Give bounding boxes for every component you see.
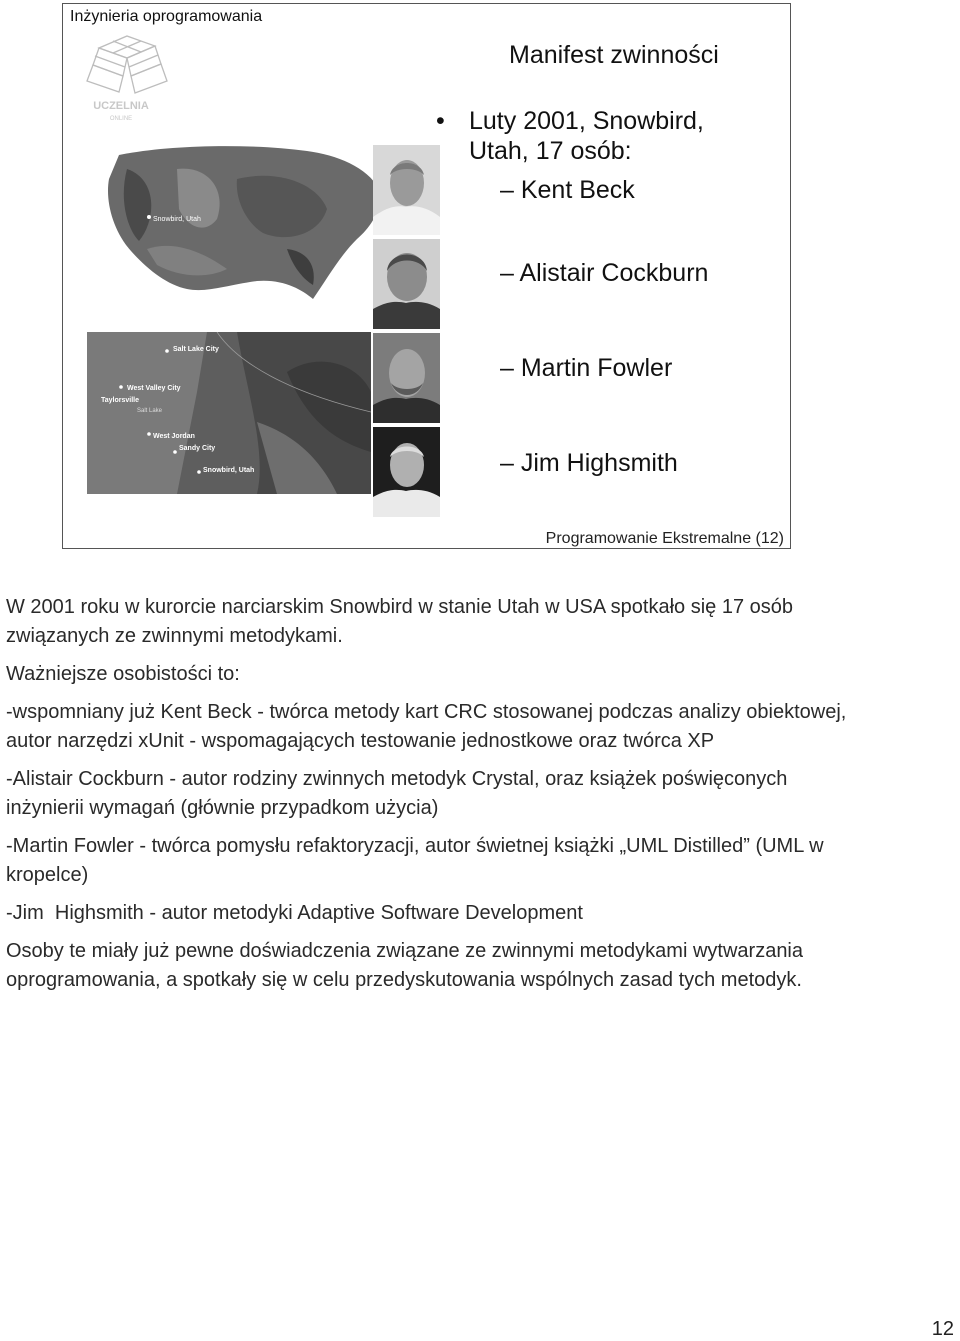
usa-satellite-map [87,139,387,304]
photo-alistair-cockburn [373,239,440,329]
course-label: Inżynieria oprogramowania [70,8,263,25]
notes-intro: W 2001 roku w kurorcie narciarskim Snowbird w stanie Utah w USA spotkało się 17 osób związanych ze zwinnymi metodykami. [6,596,794,647]
notes-kent-beck: -wspomniany już Kent Beck - twórca metody kart CRC stosowanej podczas analizy obiektowej, autor narzędzi xUnit - wspomagających testowanie jednostkowe oraz twórca XP [6,701,847,752]
notes-alistair-cockburn: -Alistair Cockburn - autor rodziny zwinnych metodyk Crystal, oraz książek poświęconych inżynierii wymagań (głównie przypadkom użycia) [6,768,788,819]
lecture-notes [6,593,856,995]
slc-label-taylorsville: Taylorsville [101,397,140,404]
photo-kent-beck [373,145,440,235]
uczelnia-online-logo [77,32,177,127]
person-alistair-cockburn: – Alistair Cockburn [500,259,709,287]
slc-label-west-valley: West Valley City [127,385,181,392]
notes-heading: Ważniejsze osobistości to: [6,663,240,685]
usa-map-label: Snowbird, Utah [153,216,201,223]
slc-label-sandy-city: Sandy City [179,445,216,452]
photo-jim-highsmith [373,427,440,517]
notes-martin-fowler: -Martin Fowler - twórca pomysłu refaktoryzacji, autor świetnej książki „UML Distilled” (UML w kropelce) [6,835,824,886]
slc-label-west-jordan: West Jordan [153,433,195,440]
page-number: 12 [931,1318,954,1340]
person-kent-beck: – Kent Beck [500,176,635,204]
bullet-dot: • [436,107,445,135]
slc-label-snowbird: Snowbird, Utah [203,467,255,474]
photo-martin-fowler [373,333,440,423]
bullet-text: Luty 2001, Snowbird, Utah, 17 osób: [469,107,704,165]
person-jim-highsmith: – Jim Highsmith [500,449,678,477]
logo-subtext: ONLINE [109,116,133,122]
slc-label-salt-lake-city: Salt Lake City [173,346,219,353]
salt-lake-city-map [87,332,371,494]
slc-label-salt-lake: Salt Lake [137,408,163,414]
person-martin-fowler: – Martin Fowler [500,354,673,382]
logo-text: UCZELNIA [93,100,149,112]
notes-closing: Osoby te miały już pewne doświadczenia związane ze zwinnymi metodykami wytwarzania oprogramowania, a spotkały się w celu przedyskutowania wspólnych zasad tych metodyk. [6,940,804,991]
notes-jim-highsmith: -Jim Highsmith - autor metodyki Adaptive Software Development [6,902,583,924]
slide [62,3,791,549]
slide-footer: Programowanie Ekstremalne (12) [545,530,784,547]
slide-title: Manifest zwinności [509,41,719,69]
